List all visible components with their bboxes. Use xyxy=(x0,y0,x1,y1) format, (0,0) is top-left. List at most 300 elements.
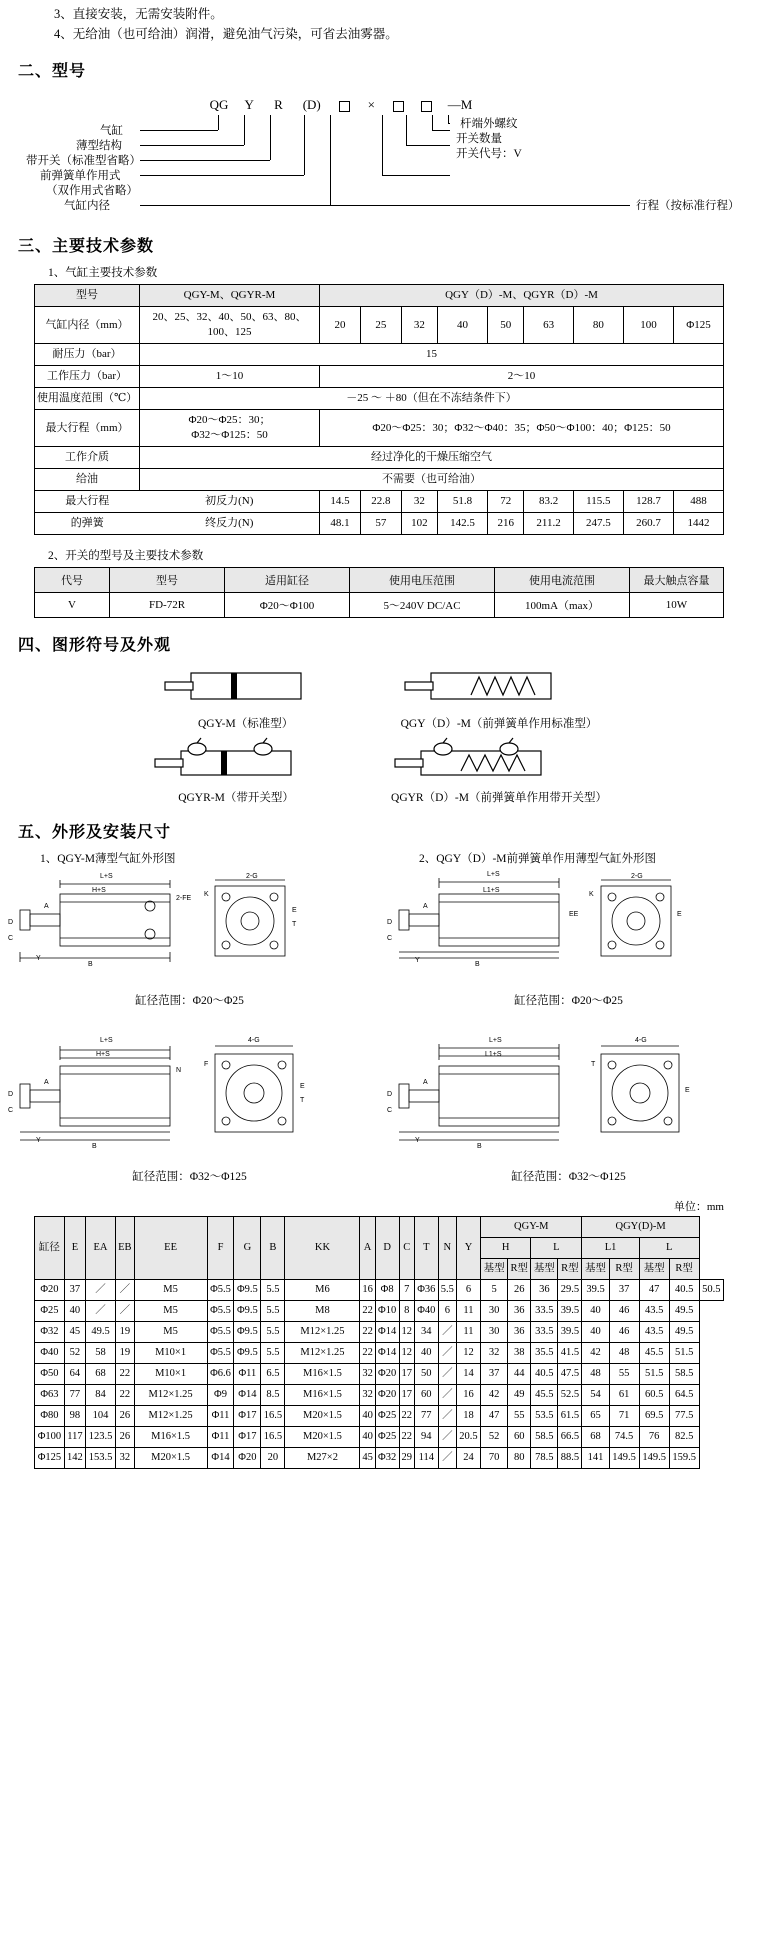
dim-cell: 55 xyxy=(508,1406,531,1427)
dimension-table-body xyxy=(35,1280,724,1469)
dim-cell: Φ5.5 xyxy=(207,1301,234,1322)
dim-cell: M5 xyxy=(134,1322,207,1343)
model-label-spring: 前弹簧单作用式 xyxy=(40,170,121,182)
dim-cell: 142 xyxy=(64,1448,85,1469)
svg-text:E: E xyxy=(292,907,297,914)
dim-cell: Φ5.5 xyxy=(207,1322,234,1343)
dim-cell: Φ9.5 xyxy=(234,1301,261,1322)
th-qgy-l: L xyxy=(531,1238,582,1259)
dim-cell: 40 xyxy=(582,1322,609,1343)
symbol-spring-switch xyxy=(391,737,607,805)
dim-cell: 64 xyxy=(64,1364,85,1385)
dim-cell: 26 xyxy=(116,1427,135,1448)
th-voltage: 使用电压范围 xyxy=(350,568,495,593)
dim-cell: 141 xyxy=(582,1448,609,1469)
dim-cell: 51.5 xyxy=(669,1343,699,1364)
dim-cell: 16.5 xyxy=(261,1427,285,1448)
th-type-r-3: R型 xyxy=(609,1259,639,1280)
spring-sub-2: 终反力(N) xyxy=(140,513,320,535)
bore-40: 40 xyxy=(437,307,487,344)
dim-cell: 50.5 xyxy=(699,1280,723,1301)
dim-cell: 32 xyxy=(360,1385,375,1406)
svg-text:Y: Y xyxy=(36,955,41,962)
dim-cell: 39.5 xyxy=(582,1280,609,1301)
dim-cell: Φ9.5 xyxy=(234,1280,261,1301)
dim-cell: M12×1.25 xyxy=(134,1406,207,1427)
svg-text:E: E xyxy=(300,1083,305,1090)
dim-cell: 42 xyxy=(481,1385,508,1406)
table-row xyxy=(35,285,724,307)
section-heading-params: 三、主要技术参数 xyxy=(18,238,155,255)
td-capacity: 10W xyxy=(630,593,724,618)
svg-text:N: N xyxy=(176,1067,182,1074)
spring-label-2: 的弹簧 xyxy=(35,513,140,535)
td-bore: Φ20～Φ100 xyxy=(225,593,350,618)
dim-cell: M20×1.5 xyxy=(285,1427,360,1448)
spring-final-50: 216 xyxy=(488,513,524,535)
drawing-qgy-large-icon xyxy=(0,1032,360,1162)
th-d: D xyxy=(375,1217,399,1280)
dim-cell: 29.5 xyxy=(558,1280,582,1301)
dim-cell: M10×1 xyxy=(134,1364,207,1385)
dim-cell: 22 xyxy=(399,1406,414,1427)
svg-text:EE: EE xyxy=(569,911,579,918)
dim-cell: 68 xyxy=(86,1364,116,1385)
model-label-switch-code: 开关代号：V xyxy=(456,148,522,160)
dim-cell: Φ8 xyxy=(375,1280,399,1301)
dim-cell: 94 xyxy=(414,1427,438,1448)
dim-cell: 24 xyxy=(456,1448,480,1469)
bore-50: 50 xyxy=(488,307,524,344)
table-row xyxy=(35,1427,724,1448)
table1-caption: 1、气缸主要技术参数 xyxy=(48,267,158,279)
dim-cell: 36 xyxy=(508,1301,531,1322)
dim-cell: 104 xyxy=(86,1406,116,1427)
th-type-r-4: R型 xyxy=(669,1259,699,1280)
spring-init-32: 32 xyxy=(401,491,437,513)
table-row xyxy=(35,593,724,618)
cylinder-spring-icon xyxy=(401,665,591,709)
dim-cell: 18 xyxy=(456,1406,480,1427)
dim-cell: 40.5 xyxy=(531,1364,558,1385)
dim-cell: 22 xyxy=(116,1364,135,1385)
cylinder-standard-icon xyxy=(161,665,331,709)
svg-text:D: D xyxy=(8,1091,14,1098)
svg-text:4-G: 4-G xyxy=(248,1037,260,1044)
table-row xyxy=(35,491,724,513)
table-row xyxy=(35,1343,724,1364)
drawing-qgyd-small-icon xyxy=(379,866,739,986)
dim-cell: 38 xyxy=(508,1343,531,1364)
th-e: E xyxy=(64,1217,85,1280)
dim-cell: 12 xyxy=(399,1322,414,1343)
bore-20: 20 xyxy=(320,307,361,344)
table-row xyxy=(35,447,724,469)
drawing-group-left-2 xyxy=(0,1032,379,1184)
row-label-medium: 工作介质 xyxy=(35,447,140,469)
th-type-r-1: R型 xyxy=(508,1259,531,1280)
dim-cell: 20.5 xyxy=(456,1427,480,1448)
model-label-thin: 薄型结构 xyxy=(76,140,122,152)
dim-cell: 40 xyxy=(582,1301,609,1322)
dim-cell: M16×1.5 xyxy=(285,1385,360,1406)
dim-cell: 65 xyxy=(582,1406,609,1427)
dim-cell: 26 xyxy=(116,1406,135,1427)
td-code: V xyxy=(35,593,110,618)
dim-cell: 16.5 xyxy=(261,1406,285,1427)
svg-text:C: C xyxy=(8,1107,14,1114)
model-label-rod-thread: 杆端外螺纹 xyxy=(460,118,518,130)
dim-cell: Φ11 xyxy=(234,1364,261,1385)
dim-cell: M20×1.5 xyxy=(285,1406,360,1427)
dim-cell: M10×1 xyxy=(134,1343,207,1364)
spring-init-20: 14.5 xyxy=(320,491,361,513)
dim-cell: 60 xyxy=(508,1427,531,1448)
spring-sub-1: 初反力(N) xyxy=(140,491,320,513)
th-qgy-h: H xyxy=(481,1238,531,1259)
svg-text:L1+S: L1+S xyxy=(483,887,500,894)
table-row xyxy=(35,1301,724,1322)
cylinder-spring-switch-icon xyxy=(391,737,581,783)
dim-cell: 12 xyxy=(456,1343,480,1364)
dim-cell: 40 xyxy=(360,1406,375,1427)
row-label-pressure-resist: 耐压力（bar） xyxy=(35,344,140,366)
th-y: Y xyxy=(456,1217,480,1280)
svg-text:L+S: L+S xyxy=(100,873,113,880)
symbol-caption-4: QGYR（D）-M（前弹簧单作用带开关型） xyxy=(391,792,607,804)
dim-cell: 7 xyxy=(399,1280,414,1301)
th-type-basic-4: 基型 xyxy=(639,1259,669,1280)
dim-cell: 6.5 xyxy=(261,1364,285,1385)
dim-cell: 45.5 xyxy=(639,1343,669,1364)
table-header-row xyxy=(35,1217,724,1238)
spring-init-125: 488 xyxy=(674,491,724,513)
table-row xyxy=(35,469,724,491)
svg-text:2-G: 2-G xyxy=(246,873,258,880)
dim-cell: 34 xyxy=(414,1322,438,1343)
drawing-range-right-2: 缸径范围：Φ32～Φ125 xyxy=(511,1171,626,1183)
bore-80: 80 xyxy=(573,307,623,344)
dim-cell: 61 xyxy=(609,1385,639,1406)
th-type-r-2: R型 xyxy=(558,1259,582,1280)
drawings-block-1 xyxy=(0,850,758,1008)
dim-cell: 48 xyxy=(609,1343,639,1364)
dim-cell: 46 xyxy=(609,1322,639,1343)
bore-100: 100 xyxy=(623,307,673,344)
svg-text:E: E xyxy=(677,911,682,918)
svg-text:A: A xyxy=(423,1079,428,1086)
svg-text:T: T xyxy=(591,1061,596,1068)
symbol-row-2 xyxy=(0,737,758,805)
symbol-caption-2: QGY（D）-M（前弹簧单作用标准型） xyxy=(400,718,598,730)
dim-cell: ／ xyxy=(86,1301,116,1322)
spring-init-80: 115.5 xyxy=(573,491,623,513)
dim-cell: 98 xyxy=(64,1406,85,1427)
svg-text:C: C xyxy=(8,935,14,942)
dim-cell: 5.5 xyxy=(438,1280,456,1301)
top-notes xyxy=(0,0,758,44)
th-kk: KK xyxy=(285,1217,360,1280)
th-bore: 缸径 xyxy=(35,1217,65,1280)
section-heading-dims: 五、外形及安装尺寸 xyxy=(18,824,172,841)
spring-init-40: 51.8 xyxy=(437,491,487,513)
svg-text:E: E xyxy=(685,1087,690,1094)
dim-cell: 14 xyxy=(456,1364,480,1385)
dim-cell: 53.5 xyxy=(531,1406,558,1427)
bore-left: 20、25、32、40、50、63、80、100、125 xyxy=(140,307,320,344)
dim-cell: 47 xyxy=(639,1280,669,1301)
dim-cell: 40 xyxy=(360,1427,375,1448)
drawing-group-right-2 xyxy=(379,1032,758,1184)
dim-cell: 71 xyxy=(609,1406,639,1427)
dim-cell: 22 xyxy=(360,1322,375,1343)
svg-text:D: D xyxy=(387,919,393,926)
table-header-row xyxy=(35,568,724,593)
dim-cell: Φ5.5 xyxy=(207,1343,234,1364)
dim-cell: 37 xyxy=(64,1280,85,1301)
table-row xyxy=(35,344,724,366)
table-row xyxy=(35,1322,724,1343)
dim-cell: 36 xyxy=(508,1322,531,1343)
spring-final-125: 1442 xyxy=(674,513,724,535)
dim-cell: 11 xyxy=(456,1322,480,1343)
svg-text:F: F xyxy=(204,1061,209,1068)
dim-cell: 45.5 xyxy=(531,1385,558,1406)
svg-text:2-FE: 2-FE xyxy=(176,895,192,902)
code-box3 xyxy=(414,97,440,113)
section-heading-symbols: 四、图形符号及外观 xyxy=(18,637,172,654)
table-row xyxy=(35,1280,724,1301)
dim-cell: M27×2 xyxy=(285,1448,360,1469)
dim-cell: 52.5 xyxy=(558,1385,582,1406)
working-pressure-left: 1～10 xyxy=(140,366,320,388)
drawing-range-left-2: 缸径范围：Φ32～Φ125 xyxy=(132,1171,247,1183)
dim-cell: 43.5 xyxy=(639,1322,669,1343)
table-row xyxy=(35,1364,724,1385)
dim-cell: Φ50 xyxy=(35,1364,65,1385)
note-4: 4、无给油（也可给油）润滑，避免油气污染，可省去油雾器。 xyxy=(54,27,398,41)
dim-cell: Φ40 xyxy=(35,1343,65,1364)
dim-cell: M12×1.25 xyxy=(134,1385,207,1406)
dim-cell: Φ9 xyxy=(207,1385,234,1406)
th-n: N xyxy=(438,1217,456,1280)
dim-cell: 11 xyxy=(456,1301,480,1322)
dim-cell: Φ17 xyxy=(234,1427,261,1448)
dim-cell: ／ xyxy=(116,1280,135,1301)
dim-cell: 46 xyxy=(609,1301,639,1322)
dimension-table xyxy=(34,1216,724,1469)
th-group-qgy: QGY-M xyxy=(481,1217,582,1238)
svg-text:C: C xyxy=(387,935,393,942)
row-label-lube: 给油 xyxy=(35,469,140,491)
dim-cell: 58 xyxy=(86,1343,116,1364)
th-a: A xyxy=(360,1217,375,1280)
th-type-basic-3: 基型 xyxy=(582,1259,609,1280)
drawing-title-right: 2、QGY（D）-M前弹簧单作用薄型气缸外形图 xyxy=(419,853,657,865)
dim-cell: 77 xyxy=(414,1406,438,1427)
th-capacity: 最大触点容量 xyxy=(630,568,724,593)
symbol-spring xyxy=(401,665,598,731)
dim-cell: 77 xyxy=(64,1385,85,1406)
dim-cell: ／ xyxy=(438,1385,456,1406)
main-params-table xyxy=(34,284,724,535)
dim-cell: 47.5 xyxy=(558,1364,582,1385)
dim-cell: 32 xyxy=(360,1364,375,1385)
th-qgyd-l1: L1 xyxy=(582,1238,639,1259)
symbol-caption-1: QGY-M（标准型） xyxy=(198,718,294,730)
dim-cell: M6 xyxy=(285,1280,360,1301)
dim-cell: 39.5 xyxy=(558,1301,582,1322)
dim-cell: Φ9.5 xyxy=(234,1343,261,1364)
max-stroke-left: Φ20～Φ25：30； Φ32～Φ125：50 xyxy=(140,410,320,447)
symbol-caption-3: QGYR-M（带开关型） xyxy=(178,792,294,804)
th-group-right: QGY（D）-M、QGYR（D）-M xyxy=(320,285,724,307)
dim-cell: M16×1.5 xyxy=(285,1364,360,1385)
spring-init-50: 72 xyxy=(488,491,524,513)
dim-cell: 8 xyxy=(399,1301,414,1322)
spring-final-80: 247.5 xyxy=(573,513,623,535)
section-heading-model: 二、型号 xyxy=(18,63,87,80)
dim-cell: ／ xyxy=(116,1301,135,1322)
th-model: 型号 xyxy=(110,568,225,593)
svg-text:L+S: L+S xyxy=(489,1037,502,1044)
symbol-row-1 xyxy=(0,665,758,731)
dim-cell: Φ14 xyxy=(375,1322,399,1343)
code-box1 xyxy=(332,97,356,113)
spring-init-63: 83.2 xyxy=(524,491,573,513)
table-row xyxy=(35,1406,724,1427)
temp-value: －25 ～ ＋80（但在不冻结条件下） xyxy=(140,388,724,410)
dim-cell: 22 xyxy=(360,1343,375,1364)
dim-cell: ／ xyxy=(438,1448,456,1469)
table2-caption: 2、开关的型号及主要技术参数 xyxy=(48,550,204,562)
dim-cell: 12 xyxy=(399,1343,414,1364)
dim-cell: 32 xyxy=(481,1343,508,1364)
dim-cell: 66.5 xyxy=(558,1427,582,1448)
dim-cell: 29 xyxy=(399,1448,414,1469)
dim-cell: 159.5 xyxy=(669,1448,699,1469)
dim-cell: Φ14 xyxy=(234,1385,261,1406)
spring-final-32: 102 xyxy=(401,513,437,535)
dim-cell: M20×1.5 xyxy=(134,1448,207,1469)
svg-text:K: K xyxy=(204,891,209,898)
cylinder-standard-switch-icon xyxy=(151,737,321,783)
dim-cell: 36 xyxy=(531,1280,558,1301)
dim-cell: 44 xyxy=(508,1364,531,1385)
code-y: Y xyxy=(244,97,254,112)
dim-cell: Φ6.6 xyxy=(207,1364,234,1385)
bore-25: 25 xyxy=(360,307,401,344)
dim-cell: 17 xyxy=(399,1385,414,1406)
svg-text:Y: Y xyxy=(36,1137,41,1144)
th-code: 代号 xyxy=(35,568,110,593)
dim-cell: 50 xyxy=(414,1364,438,1385)
svg-text:A: A xyxy=(423,903,428,910)
symbol-standard-switch xyxy=(151,737,321,805)
dim-cell: 40 xyxy=(414,1343,438,1364)
td-model: FD-72R xyxy=(110,593,225,618)
dim-cell: 19 xyxy=(116,1322,135,1343)
dim-cell: Φ125 xyxy=(35,1448,65,1469)
td-voltage: 5～240V DC/AC xyxy=(350,593,495,618)
td-current: 100mA（max） xyxy=(495,593,630,618)
dim-cell: 60.5 xyxy=(639,1385,669,1406)
dim-cell: 48 xyxy=(582,1364,609,1385)
dim-cell: 30 xyxy=(481,1301,508,1322)
table-row xyxy=(35,388,724,410)
dim-cell: Φ9.5 xyxy=(234,1322,261,1343)
svg-text:Y: Y xyxy=(415,957,420,964)
spring-final-63: 211.2 xyxy=(524,513,573,535)
dim-cell: 84 xyxy=(86,1385,116,1406)
dim-cell: 26 xyxy=(508,1280,531,1301)
model-label-cylinder: 气缸 xyxy=(100,125,123,137)
row-label-bore: 气缸内径（mm） xyxy=(35,307,140,344)
dim-cell: 88.5 xyxy=(558,1448,582,1469)
dim-cell: 33.5 xyxy=(531,1322,558,1343)
dim-cell: 32 xyxy=(116,1448,135,1469)
dim-cell: 49.5 xyxy=(669,1301,699,1322)
dim-cell: 77.5 xyxy=(669,1406,699,1427)
unit-label: 单位：mm xyxy=(673,1201,724,1213)
dim-cell: M16×1.5 xyxy=(134,1427,207,1448)
bore-63: 63 xyxy=(524,307,573,344)
dim-cell: Φ20 xyxy=(35,1280,65,1301)
dim-cell: ／ xyxy=(438,1406,456,1427)
dim-cell: Φ32 xyxy=(375,1448,399,1469)
pressure-resist-value: 15 xyxy=(140,344,724,366)
svg-text:H+S: H+S xyxy=(96,1051,110,1058)
switch-params-table xyxy=(34,567,724,618)
th-group-left: QGY-M、QGYR-M xyxy=(140,285,320,307)
dim-cell: Φ20 xyxy=(234,1448,261,1469)
dim-cell: 76 xyxy=(639,1427,669,1448)
th-qgyd-l: L xyxy=(639,1238,699,1259)
dim-cell: 33.5 xyxy=(531,1301,558,1322)
svg-text:A: A xyxy=(44,1079,49,1086)
dim-cell: 78.5 xyxy=(531,1448,558,1469)
dim-cell: Φ10 xyxy=(375,1301,399,1322)
dim-cell: 49 xyxy=(508,1385,531,1406)
table-row xyxy=(35,1385,724,1406)
code-times: × xyxy=(367,97,375,112)
dim-cell: 41.5 xyxy=(558,1343,582,1364)
dim-cell: 60 xyxy=(414,1385,438,1406)
th-bore: 适用缸径 xyxy=(225,568,350,593)
dim-cell: 55 xyxy=(609,1364,639,1385)
dim-cell: 5.5 xyxy=(261,1301,285,1322)
spring-final-40: 142.5 xyxy=(437,513,487,535)
svg-text:C: C xyxy=(387,1107,393,1114)
th-type-basic-2: 基型 xyxy=(531,1259,558,1280)
drawing-qgy-small-icon xyxy=(0,866,360,986)
dim-cell: 5.5 xyxy=(261,1343,285,1364)
spring-init-100: 128.7 xyxy=(623,491,673,513)
svg-text:B: B xyxy=(88,961,93,968)
dim-cell: 42 xyxy=(582,1343,609,1364)
svg-text:D: D xyxy=(387,1091,393,1098)
dim-cell: Φ20 xyxy=(375,1364,399,1385)
model-label-double: （双作用式省略） xyxy=(46,185,138,197)
dim-cell: 114 xyxy=(414,1448,438,1469)
code-qg: QG xyxy=(209,97,229,112)
dim-cell: 35.5 xyxy=(531,1343,558,1364)
drawing-qgyd-large-icon xyxy=(379,1032,739,1162)
note-3: 3、直接安装，无需安装附件。 xyxy=(54,7,223,21)
table-row xyxy=(35,1448,724,1469)
table-row xyxy=(35,513,724,535)
dim-cell: 17 xyxy=(399,1364,414,1385)
